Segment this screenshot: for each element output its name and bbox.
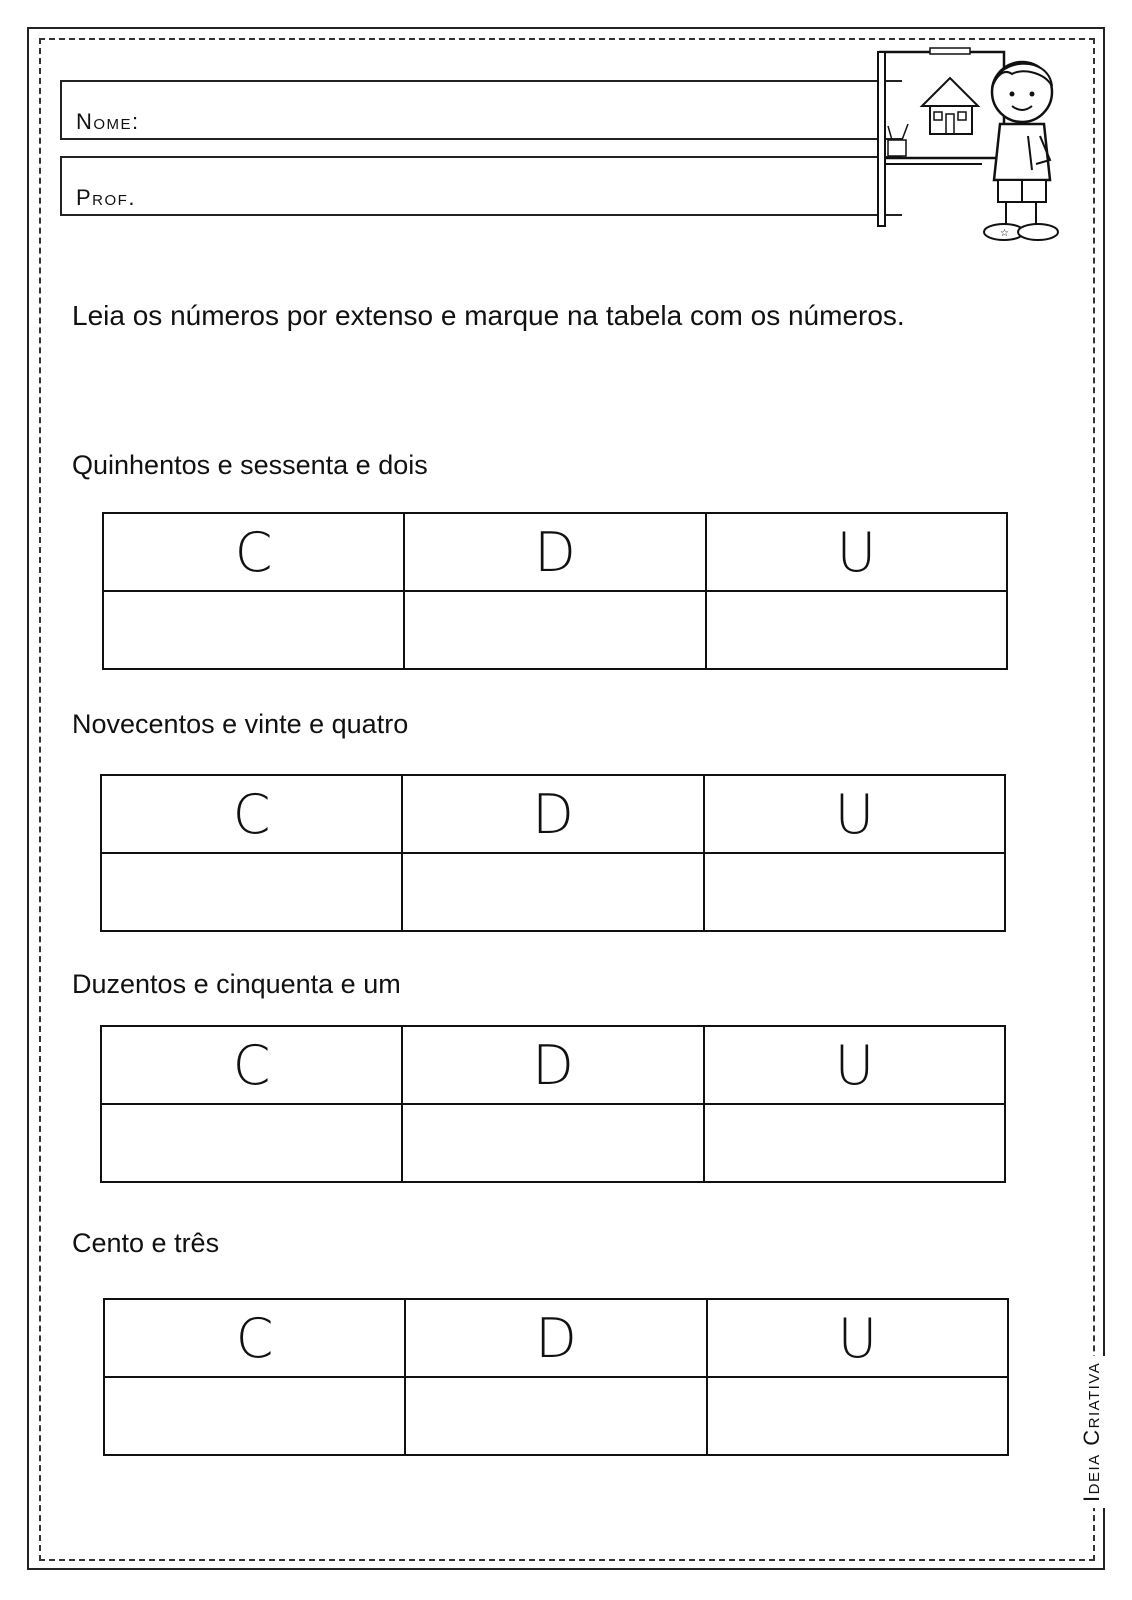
units-answer-cell[interactable] <box>706 591 1007 669</box>
exercise-1-table <box>102 512 1008 670</box>
tens-answer-cell[interactable] <box>404 591 705 669</box>
child-at-easel-illustration <box>872 44 1072 248</box>
svg-text:☆: ☆ <box>1000 228 1009 239</box>
tens-header: D <box>405 1299 706 1377</box>
units-header: U <box>707 1299 1008 1377</box>
units-header: U <box>706 513 1007 591</box>
exercise-4-prompt: Cento e três <box>72 1228 220 1258</box>
units-answer-cell[interactable] <box>704 1104 1005 1182</box>
tens-header: D <box>402 1026 703 1104</box>
exercise-2-prompt: Novecentos e vinte e quatro <box>72 709 409 739</box>
hundreds-answer-cell[interactable] <box>104 1377 405 1455</box>
exercise-2-table <box>100 774 1006 932</box>
name-field[interactable] <box>60 80 902 140</box>
tens-answer-cell[interactable] <box>405 1377 706 1455</box>
exercise-3-table <box>100 1025 1006 1183</box>
name-label: Nome: <box>76 109 140 134</box>
brand-watermark: Ideia Criativa <box>1079 1356 1105 1508</box>
units-header: U <box>704 1026 1005 1104</box>
hundreds-answer-cell[interactable] <box>101 853 402 931</box>
hundreds-header: C <box>101 1026 402 1104</box>
teacher-field[interactable] <box>60 156 902 216</box>
hundreds-answer-cell[interactable] <box>101 1104 402 1182</box>
exercise-4-table <box>103 1298 1009 1456</box>
exercise-1-prompt: Quinhentos e sessenta e dois <box>72 450 428 480</box>
units-header: U <box>704 775 1005 853</box>
tens-answer-cell[interactable] <box>402 853 703 931</box>
hundreds-header: C <box>103 513 404 591</box>
exercise-3-prompt: Duzentos e cinquenta e um <box>72 969 401 999</box>
units-answer-cell[interactable] <box>707 1377 1008 1455</box>
tens-header: D <box>404 513 705 591</box>
tens-header: D <box>402 775 703 853</box>
instruction-text: Leia os números por extenso e marque na tabela com os números. <box>72 300 905 331</box>
hundreds-header: C <box>101 775 402 853</box>
teacher-label: Prof. <box>76 185 136 210</box>
hundreds-answer-cell[interactable] <box>103 591 404 669</box>
tens-answer-cell[interactable] <box>402 1104 703 1182</box>
units-answer-cell[interactable] <box>704 853 1005 931</box>
hundreds-header: C <box>104 1299 405 1377</box>
